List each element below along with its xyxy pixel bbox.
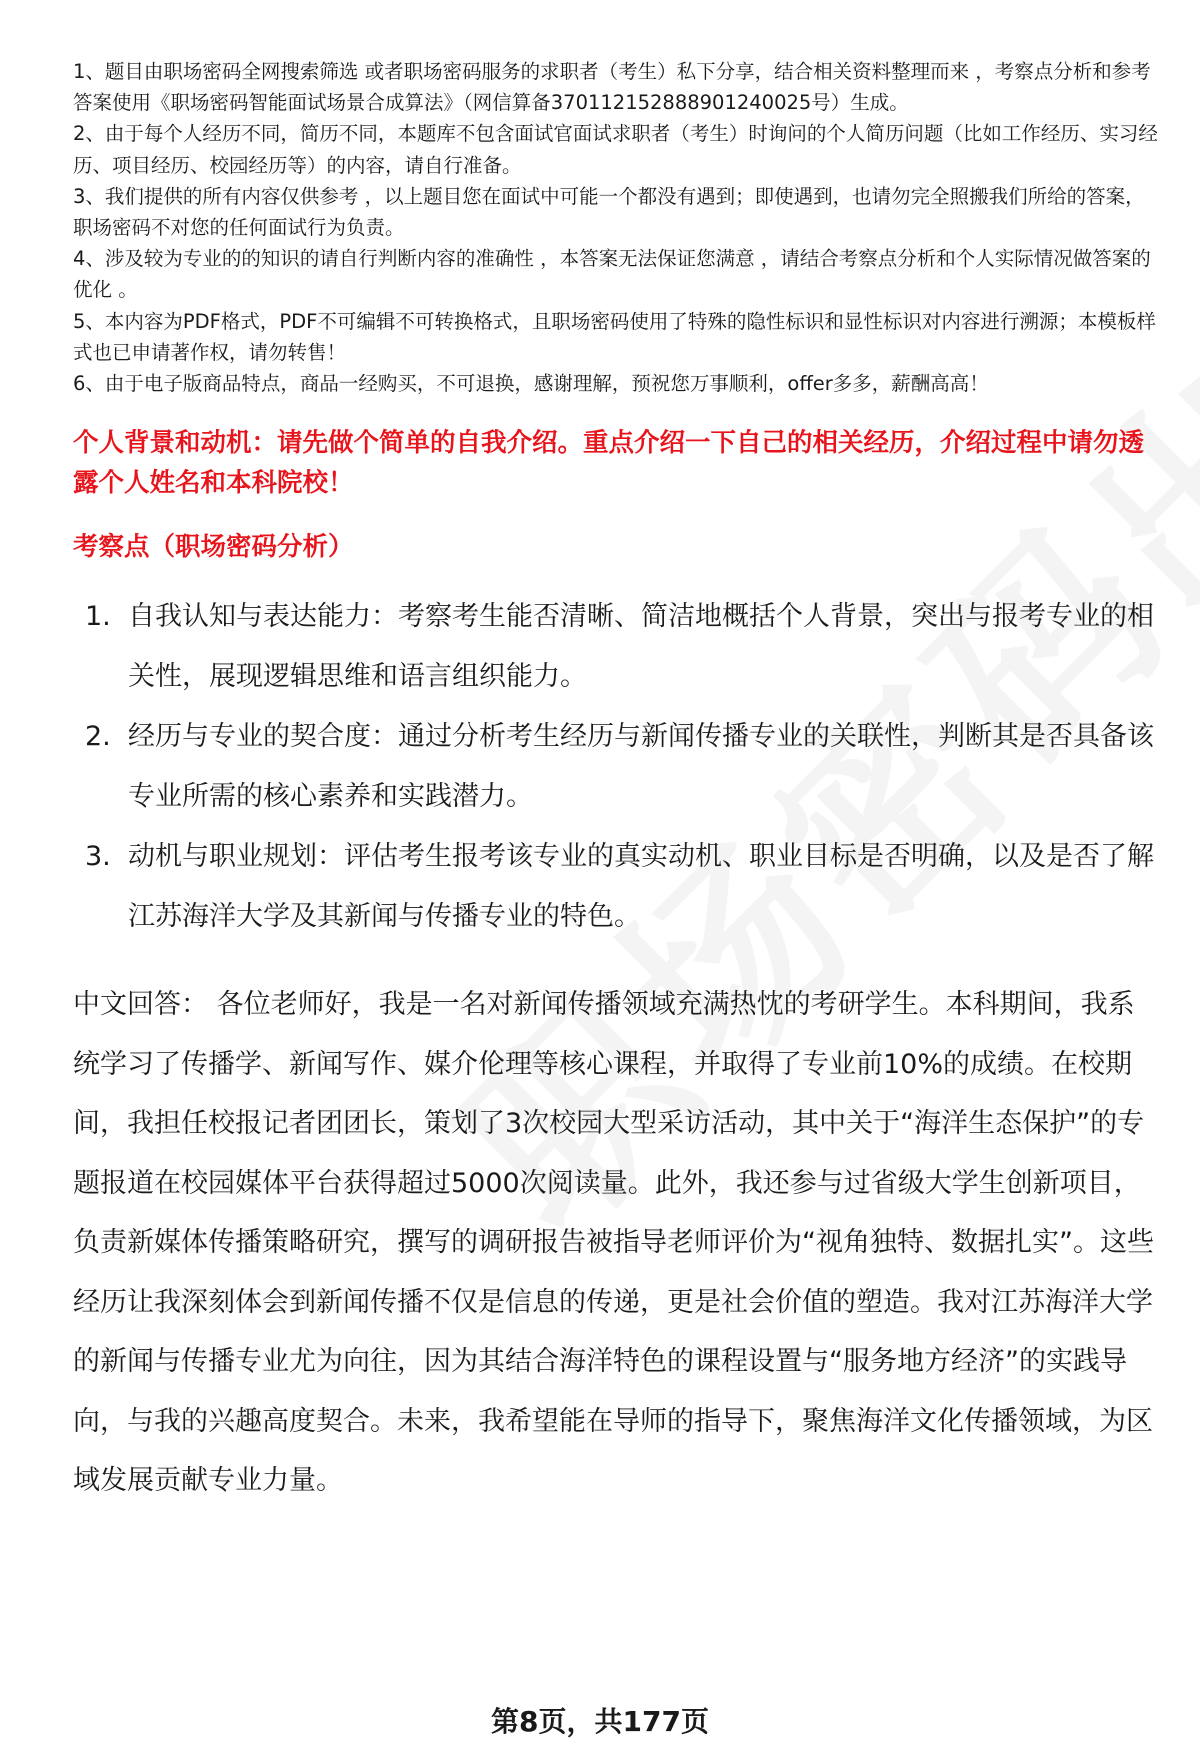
analysis-point [73,707,1158,827]
analysis-point [73,827,1158,947]
point-text: 动机与职业规划：评估考生报考该专业的真实动机、职业目标是否明确，以及是否了解江苏海洋大学及其新闻与传播专业的特色。 [128,841,1154,933]
disclaimer-list [73,56,1158,399]
question-heading: 个人背景和动机：请先做个简单的自我介绍。重点介绍一下自己的相关经历，介绍过程中请勿透露个人姓名和本科院校！ [73,428,1145,499]
page-number-footer: 第8页，共177页 [491,1705,709,1738]
analysis-section-title: 考察点（职场密码分析） [73,532,354,563]
point-number: 3. [85,841,111,873]
disclaimer-item: 3、我们提供的所有内容仅供参考 ，以上题目您在面试中可能一个都没有遇到；即使遇到，也请勿完全照搬我们所给的答案，职场密码不对您的任何面试行为负责。 [73,184,1145,240]
document-page [73,56,1158,1511]
answer-paragraph: 中文回答： 各位老师好，我是一名对新闻传播领域充满热忱的考研学生。本科期间，我系统学习了传播学、新闻写作、媒介伦理等核心课程，并取得了专业前10%的成绩。在校期间，我担任校报记者团团长，策划了3次校园大型采访活动，其中关于“海洋生态保护”的专题报道在校园媒体平台获得超过5000次阅读量。此外，我还参与过省级大学生创新项目，负责新媒体传播策略研究，撰写的调研报告被指导老师评价为“视角独特、数据扎实”。这些经历让我深刻体会到新闻传播不仅是信息的传递，更是社会价值的塑造。我对江苏海洋大学的新闻与传播专业尤为向往，因为其结合海洋特色的课程设置与“服务地方经济”的实践导向，与我的兴趣高度契合。未来，我希望能在导师的指导下，聚焦海洋文化传播领域，为区域发展贡献专业力量。 [73,989,1154,1497]
point-text: 经历与专业的契合度：通过分析考生经历与新闻传播专业的关联性，判断其是否具备该专业所需的核心素养和实践潜力。 [128,721,1154,813]
disclaimer-item: 2、由于每个人经历不同，简历不同，本题库不包含面试官面试求职者（考生）时询问的个人简历问题（比如工作经历、实习经历、项目经历、校园经历等）的内容，请自行准备。 [73,122,1158,177]
point-text: 自我认知与表达能力：考察考生能否清晰、简洁地概括个人背景，突出与报考专业的相关性，展现逻辑思维和语言组织能力。 [128,601,1154,693]
disclaimer-item: 4、涉及较为专业的的知识的请自行判断内容的准确性 ，本答案无法保证您满意 ，请结合考察点分析和个人实际情况做答案的优化 。 [73,247,1151,302]
analysis-point [73,587,1158,707]
disclaimer-item: 6、由于电子版商品特点，商品一经购买，不可退换，感谢理解，预祝您万事顺利，offer多多，薪酬高高！ [73,372,989,396]
point-number: 2. [85,721,111,753]
analysis-points-list [73,587,1158,947]
disclaimer-item: 1、题目由职场密码全网搜索筛选 或者职场密码服务的求职者（考生）私下分享，结合相关资料整理而来 ，考察点分析和参考答案使用《职场密码智能面试场景合成算法》（网信算备370112152888901240025号）生成。 [73,60,1151,115]
disclaimer-item: 5、本内容为PDF格式，PDF不可编辑不可转换格式，且职场密码使用了特殊的隐性标识和显性标识对内容进行溯源；本模板样式也已申请著作权，请勿转售！ [73,309,1156,364]
point-number: 1. [85,601,111,633]
